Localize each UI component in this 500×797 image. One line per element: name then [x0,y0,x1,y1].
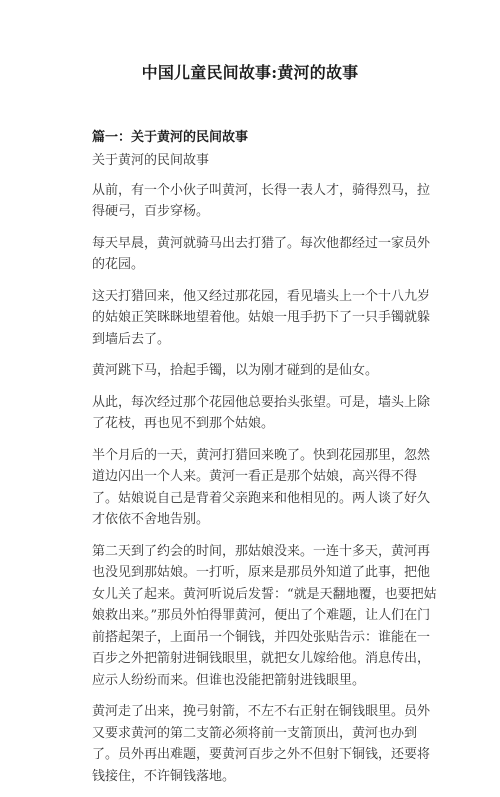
paragraph: 黄河走了出来，挽弓射箭，不左不右正射在铜钱眼里。员外又要求黄河的第二支箭必须将前一支箭顶出，黄河也办到了。员外再出难题，要黄河百步之外不但射下铜钱，还要将钱接住，不许铜钱落地。 [92,704,431,784]
body-text [92,150,442,797]
paragraph: 关于黄河的民间故事 [92,153,210,168]
paragraph: 每天早晨，黄河就骑马出去打猎了。每次他都经过一家员外的花园。 [92,235,431,272]
section-heading: 篇一：关于黄河的民间故事 [92,130,249,145]
paragraph: 黄河跳下马，拾起手镯，以为刚才碰到的是仙女。 [92,363,379,378]
paragraph: 第二天到了约会的时间，那姑娘没来。一连十多天，黄河再也没见到那姑娘。一打听，原来是那员外知道了此事，把他女儿关了起来。黄河听说后发誓：“就是天翻地覆，也要把姑娘救出来。”那员外怕得罪黄河，便出了个难题，让人们在门前搭起架子，上面吊一个铜钱，并四处张贴告示：谁能在一百步之外把箭射进铜钱眼里，就把女儿嫁给他。消息传出，应示人纷纷而来。但谁也没能把箭射进钱眼里。 [92,543,437,688]
paragraph: 从此，每次经过那个花园他总要抬头张望。可是，墙头上除了花枝，再也见不到那个姑娘。 [92,394,431,431]
document-title: 中国儿童民间故事:黄河的故事 [141,63,359,82]
paragraph: 半个月后的一天，黄河打猎回来晚了。快到花园那里，忽然道边闪出一个人来。黄河一看正是那个姑娘，高兴得不得了。姑娘说自己是背着父亲跑来和他相见的。两人谈了好久才依依不舍地告别。 [92,447,431,527]
paragraph: 从前，有一个小伙子叫黄河，长得一表人才，骑得烈马，拉得硬弓，百步穿杨。 [92,182,431,219]
paragraph: 这天打猎回来，他又经过那花园，看见墙头上一个十八九岁的姑娘正笑眯眯地望着他。姑娘一甩手扔下了一只手镯就躲到墙后去了。 [92,288,431,347]
